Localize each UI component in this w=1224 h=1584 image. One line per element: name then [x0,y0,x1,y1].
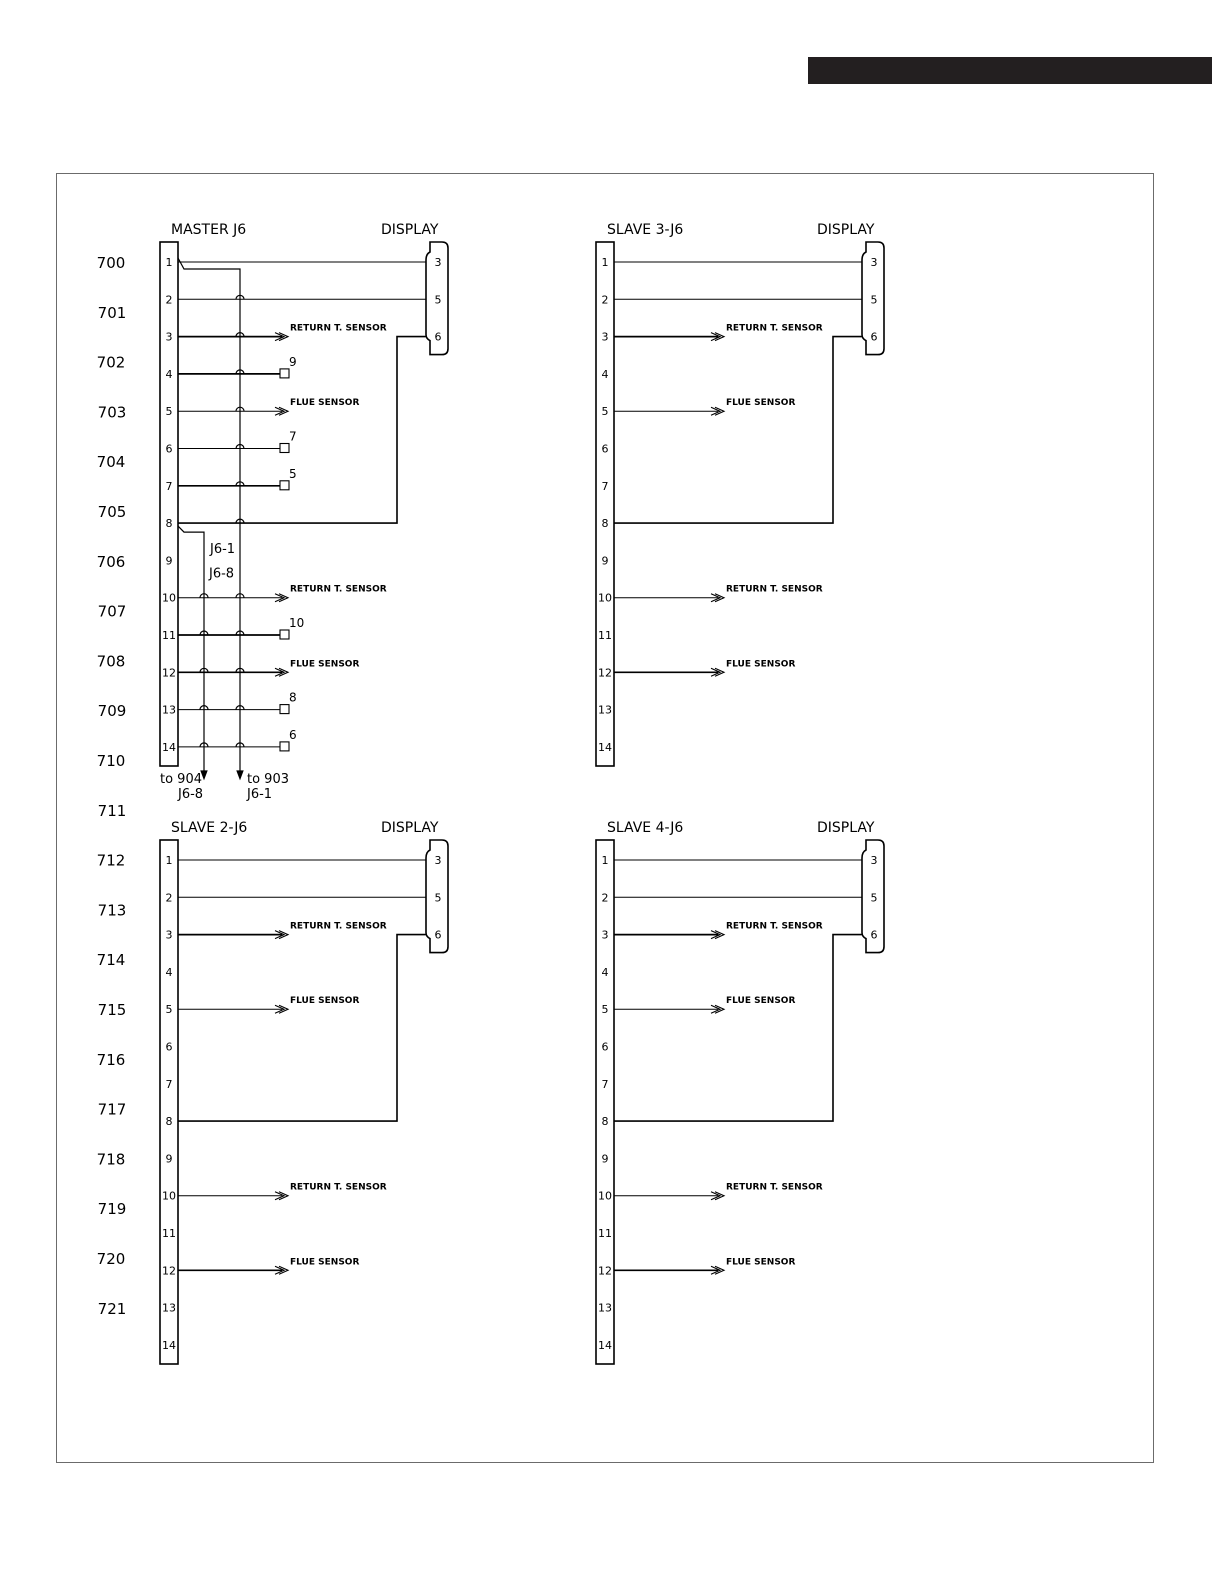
display-title: DISPLAY [817,820,875,836]
row-number: 701 [97,303,127,322]
row-number: 711 [97,801,127,820]
display-pin: 6 [434,928,442,942]
wire-pin8-to-display6 [614,337,862,523]
row-number: 705 [97,503,127,521]
row-number: 719 [97,1200,127,1219]
connector-pin: 12 [598,666,612,680]
display-pin: 6 [434,330,442,344]
connector-pin: 8 [165,1115,173,1129]
row-number: 703 [97,403,127,422]
connector-pin: 11 [598,1227,612,1240]
connector-pin: 13 [598,703,612,717]
connector-pin: 14 [162,740,176,754]
connector-title: SLAVE 3-J6 [607,222,684,238]
sensor-label: RETURN T. SENSOR [290,1182,387,1193]
connector-pin: 3 [165,928,173,942]
connector-pin: 12 [598,1264,612,1278]
connector-pin: 7 [601,479,609,493]
connector-pin: 8 [601,517,609,531]
connector-pin: 6 [165,442,173,456]
sensor-label: RETURN T. SENSOR [726,584,823,595]
terminal-box [280,369,289,378]
sensor-label: FLUE SENSOR [290,1257,360,1268]
row-number: 706 [96,552,126,571]
connector-pin: 14 [598,1338,612,1352]
row-number: 721 [97,1299,127,1318]
display-pin: 6 [870,330,878,344]
connector-pin: 8 [601,1115,609,1129]
sensor-label: FLUE SENSOR [290,659,360,670]
connector-pin: 9 [165,1152,173,1166]
wire-pin8-to-display6 [614,935,862,1122]
connector-pin: 10 [162,1189,176,1203]
connector-pin: 14 [162,1338,176,1352]
terminal-label: 6 [289,727,297,742]
connector-pin: 12 [162,666,176,680]
connector-pin: 3 [165,330,173,344]
terminal-label: 10 [289,616,305,630]
j6-connector-block [596,242,614,766]
connector-pin: 7 [601,1077,609,1091]
terminal-label: 8 [289,690,297,705]
row-number: 718 [96,1150,126,1169]
terminal-box [280,742,289,751]
wire-pin8-to-display6 [178,935,426,1122]
display-pin: 3 [434,256,442,269]
connector-pin: 2 [601,891,609,905]
display-title: DISPLAY [381,222,439,238]
connector-title: SLAVE 4-J6 [607,820,684,836]
row-number: 714 [96,951,126,970]
terminal-label: 5 [289,466,297,481]
row-number: 710 [96,752,126,770]
row-number: 709 [97,702,127,721]
connector-pin: 1 [165,256,173,269]
row-number: 700 [96,254,126,272]
connector-pin: 7 [165,1077,173,1091]
j6-connector-block [160,840,178,1364]
connector-pin: 11 [598,629,612,642]
connector-pin: 10 [598,591,612,605]
sensor-label: FLUE SENSOR [726,398,796,409]
terminal-box [280,444,289,453]
connector-pin: 6 [601,442,609,456]
j6-connector-block [160,242,178,766]
connector-pin: 3 [601,330,609,344]
display-pin: 6 [870,928,878,942]
connector-pin: 10 [162,591,176,605]
display-title: DISPLAY [381,820,439,836]
bus-exit-to-904: to 904 [160,771,202,787]
sensor-label: FLUE SENSOR [726,659,796,670]
sensor-label: RETURN T. SENSOR [726,921,823,932]
j6-connector-block [596,840,614,1364]
connector-pin: 4 [165,367,173,381]
connector-pin: 13 [162,1301,176,1315]
terminal-box [280,481,289,490]
connector-pin: 6 [601,1040,609,1054]
connector-pin: 3 [601,928,609,942]
connector-pin: 13 [598,1301,612,1315]
display-pin: 3 [434,854,442,867]
row-number: 713 [97,901,127,920]
row-number: 716 [96,1050,126,1069]
wire-pin8-to-display6 [178,337,426,523]
terminal-box [280,705,289,714]
connector-pin: 6 [165,1040,173,1054]
row-number: 704 [96,453,126,472]
connector-pin: 12 [162,1264,176,1278]
sensor-label: RETURN T. SENSOR [726,323,823,334]
display-pin: 3 [870,256,878,269]
bus-j6-1-arrow [237,771,243,779]
sensor-label: FLUE SENSOR [726,1257,796,1268]
sensor-label: RETURN T. SENSOR [290,921,387,932]
panel-slave4 [596,820,884,1364]
display-pin: 5 [434,293,442,307]
connector-pin: 11 [162,1227,176,1240]
connector-pin: 2 [165,891,173,905]
connector-pin: 2 [601,293,609,307]
bus-exit-j6-1: J6-1 [247,786,273,802]
display-pin: 5 [870,891,878,905]
row-number: 712 [96,851,126,870]
connector-pin: 1 [601,854,609,867]
bus-label-j6-8: J6-8 [209,566,235,582]
connector-pin: 13 [162,703,176,717]
panel-slave3 [596,222,884,766]
connector-title: MASTER J6 [171,222,247,238]
display-title: DISPLAY [817,222,875,238]
row-number: 708 [96,652,126,671]
connector-pin: 9 [601,554,609,568]
terminal-box [280,630,289,639]
sensor-label: FLUE SENSOR [726,996,796,1007]
connector-pin: 4 [601,965,609,979]
connector-title: SLAVE 2-J6 [171,820,248,836]
connector-pin: 4 [601,367,609,381]
connector-pin: 9 [601,1152,609,1166]
panel-slave2 [160,820,448,1364]
connector-pin: 1 [165,854,173,867]
display-pin: 5 [434,891,442,905]
connector-pin: 14 [598,740,612,754]
sensor-label: FLUE SENSOR [290,398,360,409]
panel-master [160,222,448,802]
connector-pin: 5 [165,1003,173,1017]
row-number: 717 [97,1100,127,1119]
connector-pin: 5 [165,405,173,419]
terminal-label: 9 [289,354,297,369]
row-number: 702 [96,353,126,372]
connector-pin: 4 [165,965,173,979]
connector-pin: 11 [162,629,176,642]
sensor-label: RETURN T. SENSOR [290,323,387,334]
row-number: 707 [97,602,127,621]
connector-pin: 9 [165,554,173,568]
connector-pin: 5 [601,405,609,419]
display-pin: 3 [870,854,878,867]
bus-label-j6-1: J6-1 [210,542,236,558]
terminal-label: 7 [289,429,297,444]
bus-j6-8 [178,526,204,777]
connector-pin: 10 [598,1189,612,1203]
connector-pin: 8 [165,517,173,531]
bus-exit-to-903: to 903 [247,771,289,787]
row-number: 715 [97,1001,127,1019]
sensor-label: RETURN T. SENSOR [290,584,387,595]
connector-pin: 1 [601,256,609,269]
sensor-label: RETURN T. SENSOR [726,1182,823,1193]
sensor-label: FLUE SENSOR [290,996,360,1007]
bus-exit-j6-8: J6-8 [178,786,204,802]
connector-pin: 2 [165,293,173,307]
connector-pin: 5 [601,1003,609,1017]
display-pin: 5 [870,293,878,307]
connector-pin: 7 [165,479,173,493]
row-number: 720 [96,1250,126,1268]
